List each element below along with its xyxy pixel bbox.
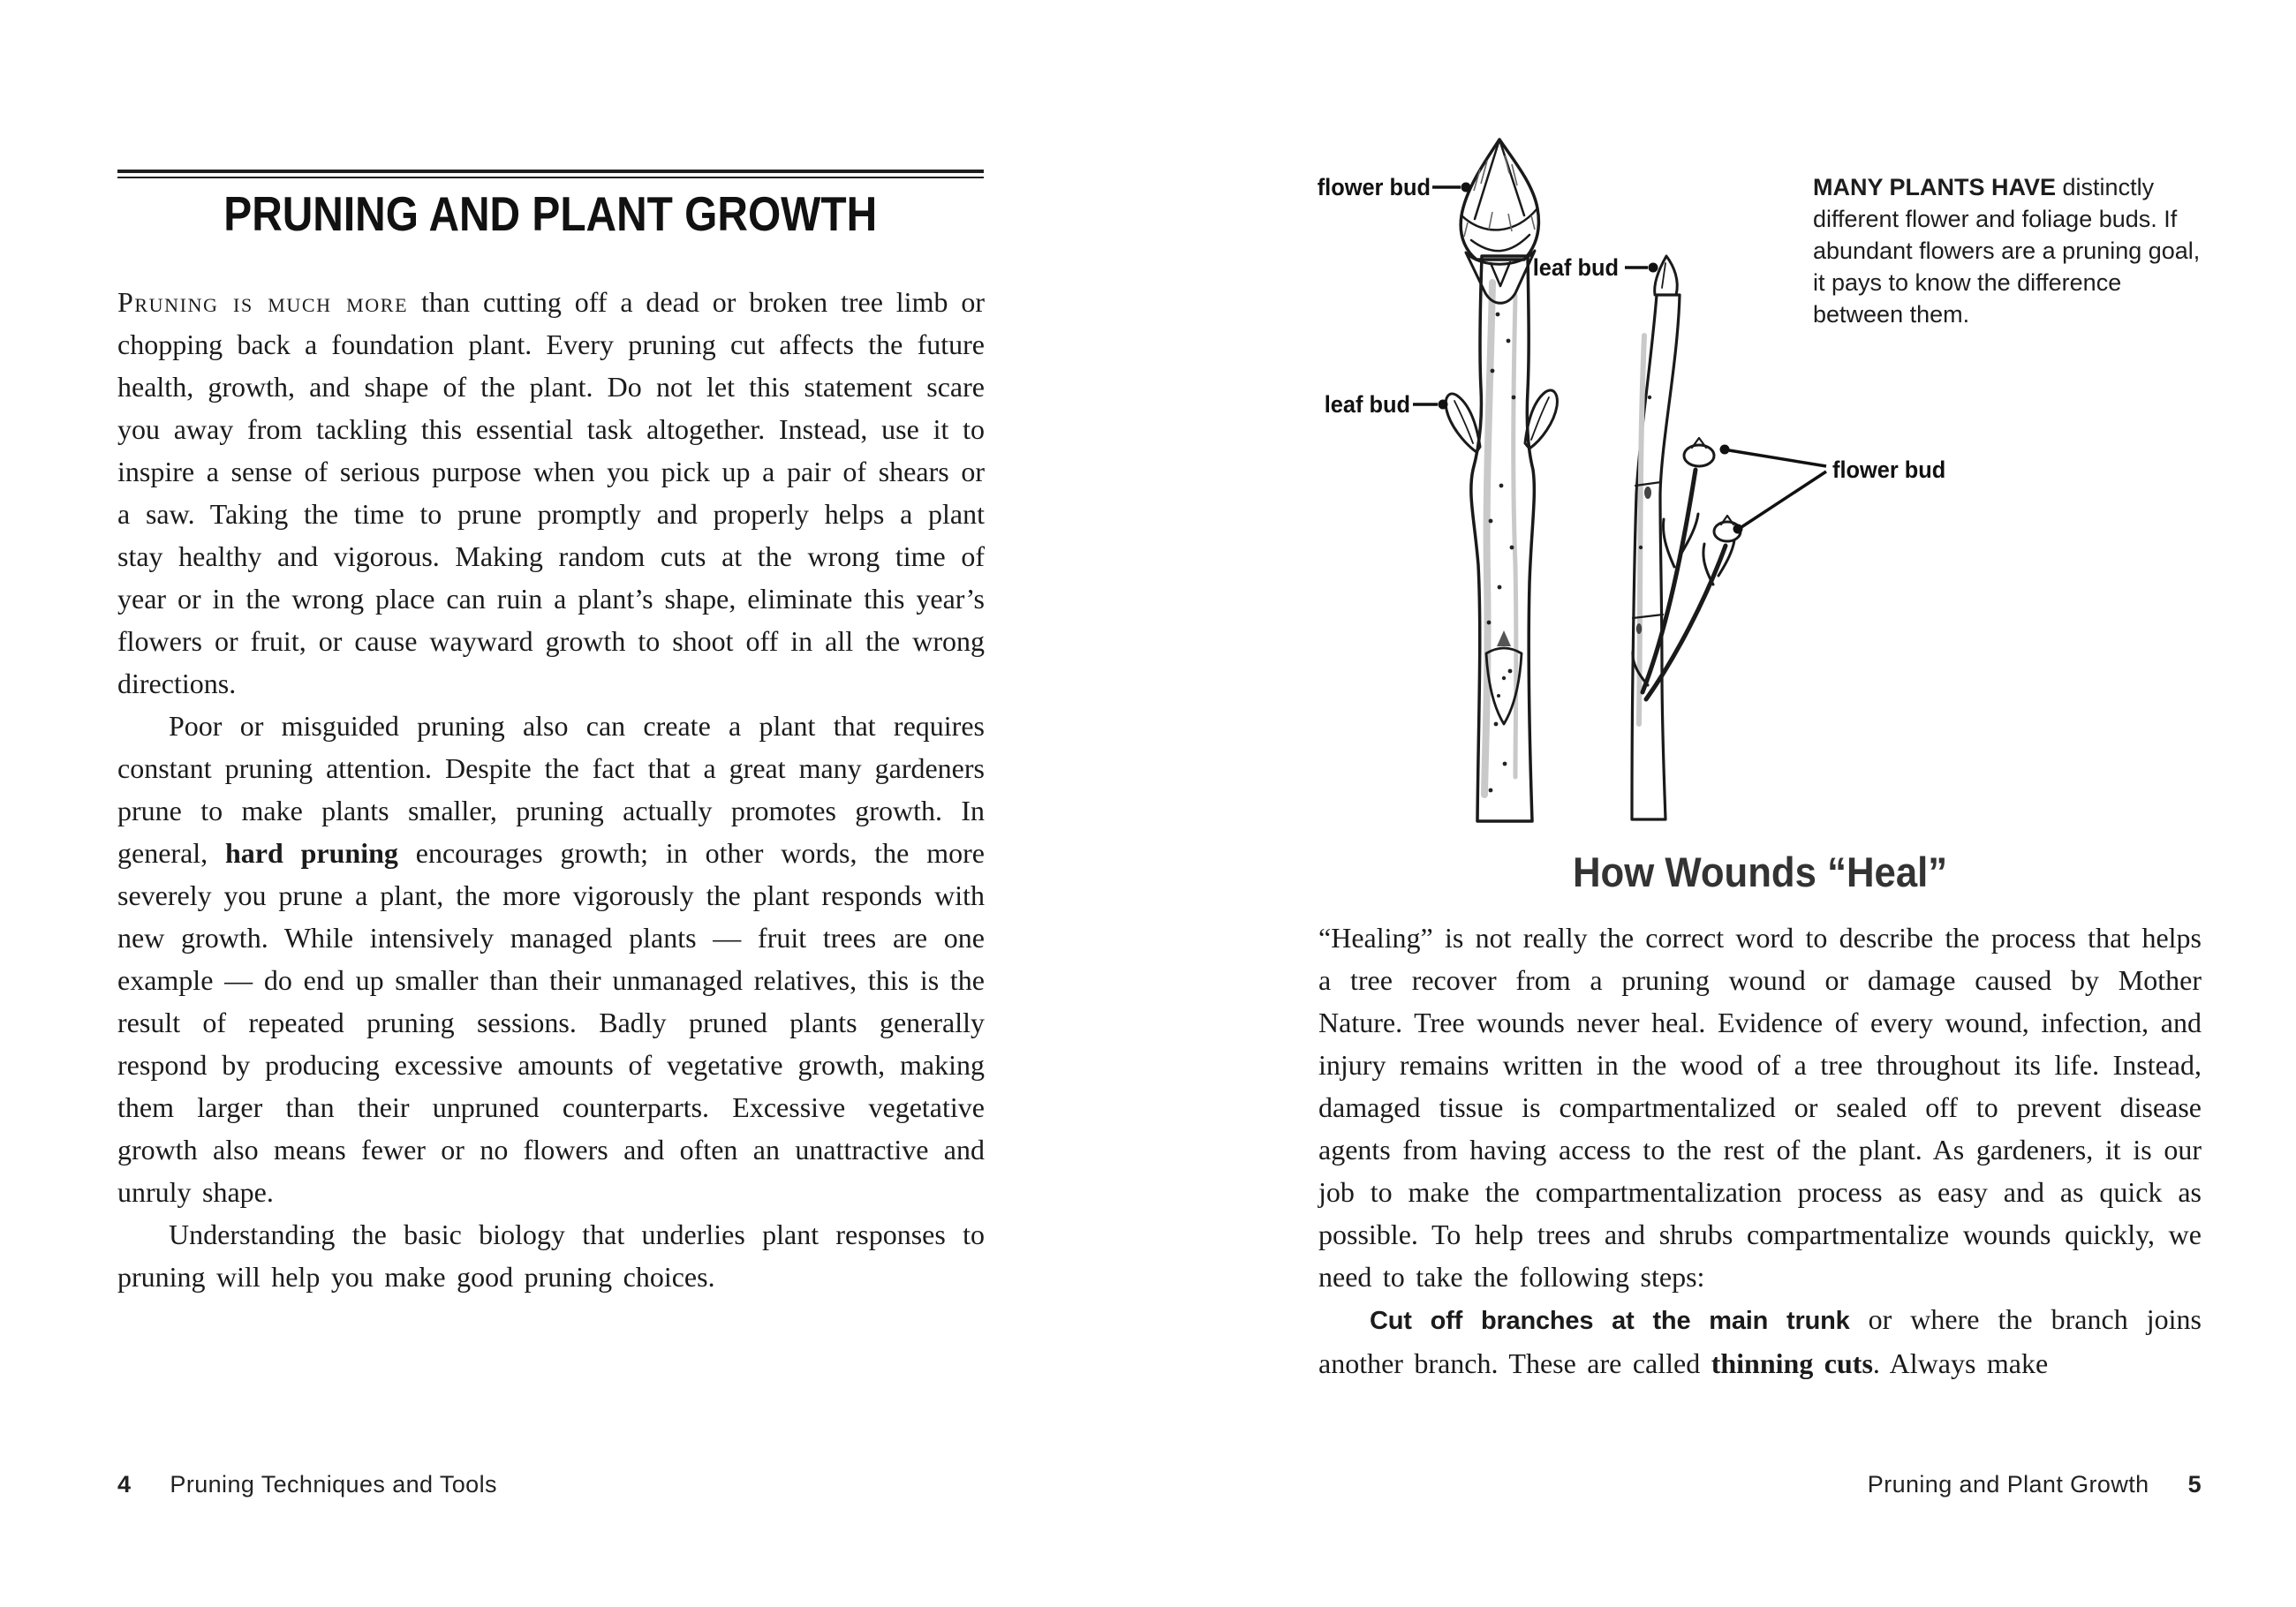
text-run: Pruning is much more [117, 286, 409, 318]
paragraph [1318, 1298, 2202, 1384]
page-number: 5 [2187, 1471, 2202, 1498]
chapter-title: PRUNING AND PLANT GROWTH [223, 186, 878, 241]
text-run: Cut off branches at the main trunk [1370, 1307, 1850, 1335]
left-twig [1446, 140, 1557, 821]
page-number: 4 [117, 1471, 132, 1498]
paragraph [117, 281, 985, 705]
figure-label-flower-bud-top: flower bud [1317, 174, 1431, 200]
right-twig [1632, 256, 1741, 819]
paragraph [1318, 917, 2202, 1298]
right-page-body [1318, 917, 2202, 1384]
text-run: encourages growth; in other words, the more severely you prune a plant, the more vigorously the plant responds with new growth. While intensively managed plants — fruit trees are one example — do end up smaller than their unmanaged relatives, this is the result of repeated pruning sessions. Badly pruned plants generally respond by producing excessive amounts of vegetative growth, making them larger than their unpruned counterparts. Excessive vegetative growth also means fewer or no flowers and often an unattractive and unruly shape. [117, 837, 985, 1208]
left-page-footer [117, 1471, 497, 1498]
paragraph [117, 1213, 985, 1298]
right-page-footer [1318, 1471, 2202, 1498]
left-page-body [117, 281, 985, 1298]
text-run: than cutting off a dead or broken tree limb or chopping back a foundation plant. Every pruning cut affects the future health, growth, and shape of the plant. Do not let this statement scare you away from tackling this essential task altogether. Instead, use it to inspire a sense of serious purpose when you pick up a pair of shears or a saw. Taking the time to prune promptly and properly helps a plant stay healthy and vigorous. Making random cuts at the wrong time of year or in the wrong place can ruin a plant’s shape, eliminate this year’s flowers or fruit, or cause wayward growth to shoot off in all the wrong directions. [117, 286, 986, 699]
figure-label-leaf-bud-left: leaf bud [1324, 391, 1410, 418]
rule-thick [117, 170, 984, 173]
text-run: Poor or misguided pruning also can create a plant that requires constant pruning attention. Despite the fact that a great many gardeners prune to make plants smaller, pruning actually promotes growth. In general, [117, 710, 985, 869]
section-heading-wrap [1318, 851, 2202, 893]
text-run: Understanding the basic biology that underlies plant responses to pruning will help you make good pruning choices. [117, 1218, 985, 1293]
label-connectors [1413, 183, 1826, 534]
figure-label-flower-bud-right: flower bud [1832, 456, 1946, 483]
text-run: “Healing” is not really the correct word to describe the process that helps a tree recover from a pruning wound or damage caused by Mother Nature. Tree wounds never heal. Evidence of every wound, infection, and injury remains written in the wood of a tree throughout its life. Instead, damaged tissue is compartmentalized or sealed off to prevent disease agents from having access to the rest of the plant. As gardeners, it is our job to make the compartmentalization process as easy and as quick as possible. To help trees and shrubs compartmentalize wounds quickly, we need to take the following steps: [1318, 922, 2202, 1293]
figure-label-leaf-bud-top: leaf bud [1532, 254, 1619, 281]
chapter-title-wrap [117, 186, 984, 241]
running-head: Pruning Techniques and Tools [170, 1471, 497, 1498]
figure-caption [1813, 171, 2215, 330]
text-run: distinctly different flower and foliage buds. If abundant flowers are a pruning goal, it pays to know the difference between them. [1813, 174, 2201, 328]
text-run: or where the branch joins another branch. These are called [1318, 1303, 2202, 1379]
rule-thin [117, 177, 984, 178]
text-run: . Always make [1872, 1347, 2049, 1379]
text-run: MANY PLANTS HAVE [1813, 174, 2057, 200]
text-run: hard pruning [225, 837, 398, 869]
section-heading: How Wounds “Heal” [1572, 849, 1948, 895]
paragraph [117, 705, 985, 1213]
chapter-title-rule [117, 170, 984, 178]
running-head: Pruning and Plant Growth [1867, 1471, 2149, 1498]
text-run: thinning cuts [1711, 1347, 1873, 1379]
